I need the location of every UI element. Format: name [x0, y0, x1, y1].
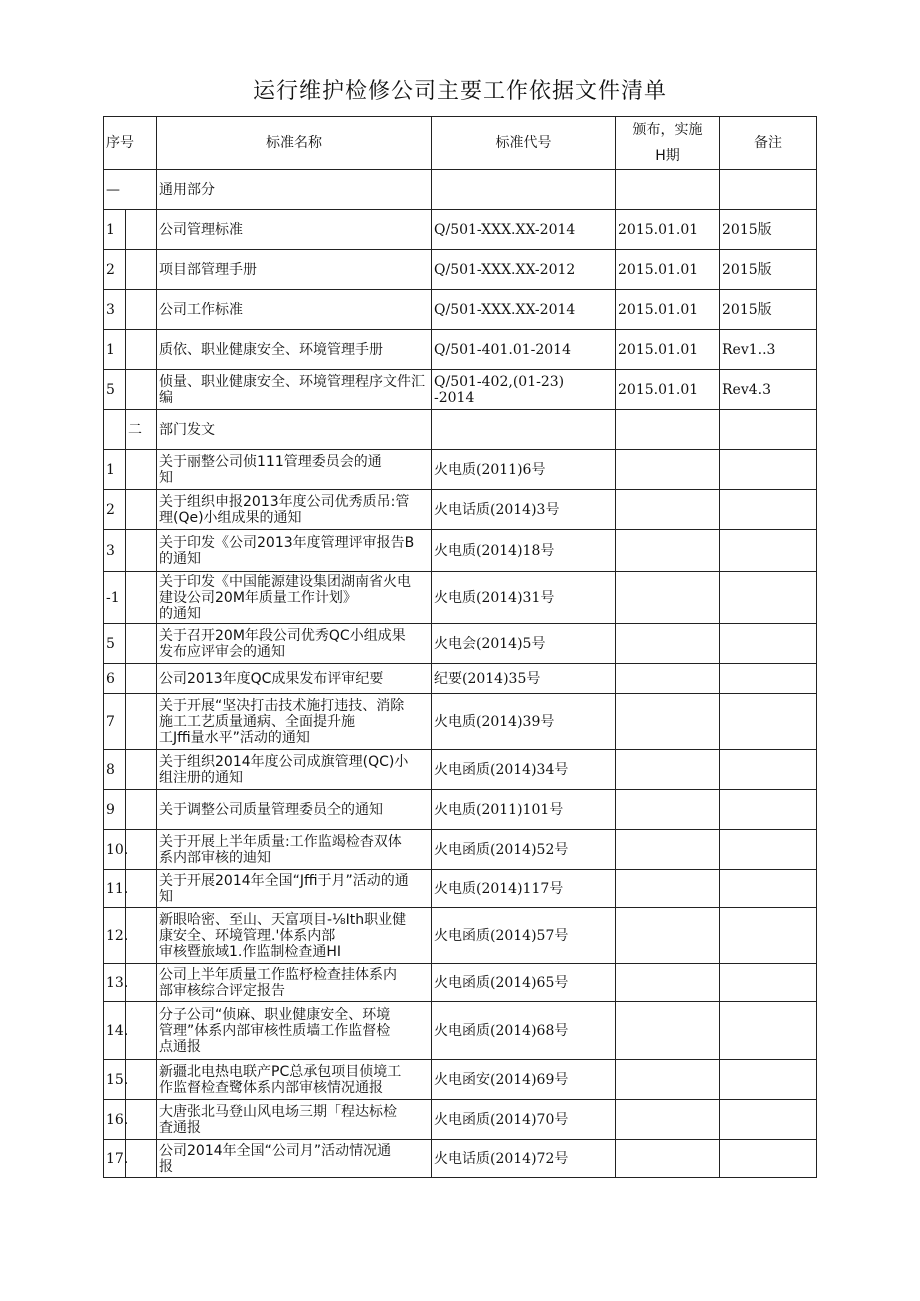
table-row — [104, 490, 817, 530]
row-name: 关于开展上半年质量:工作监竭检杳双体 系内部审核的迪知 — [157, 830, 432, 870]
row-note: 2015版 — [720, 250, 817, 290]
row-name: 关于开展2014年全国“Jffi于月”活动的通 知 — [157, 870, 432, 908]
row-code: 火电函质(2014)68号 — [432, 1002, 616, 1060]
row-name: 关于调整公司质量管理委员仝的通知 — [157, 790, 432, 830]
row-no: 6 — [104, 664, 126, 694]
row-subno — [126, 664, 157, 694]
section-mark: 二 — [126, 410, 157, 450]
row-note — [720, 624, 817, 664]
row-subno — [126, 694, 157, 750]
row-code: 火电质(2011)101号 — [432, 790, 616, 830]
table-row — [104, 694, 817, 750]
section-row — [104, 170, 817, 210]
row-subno — [126, 790, 157, 830]
row-subno — [126, 490, 157, 530]
section-cell — [432, 410, 616, 450]
header-row — [104, 117, 817, 170]
row-subno — [126, 1100, 157, 1140]
row-date — [616, 1140, 720, 1178]
row-subno — [126, 572, 157, 624]
row-no: 15. — [104, 1060, 126, 1100]
row-name: 新眼哈密、至山、天富项目-⅛Ith职业健 康安全、环境管理.'体系内部 审核暨旅域1.作监制检查通HI — [157, 908, 432, 964]
row-no: 17. — [104, 1140, 126, 1178]
row-date: 2015.01.01 — [616, 370, 720, 410]
row-date: 2015.01.01 — [616, 210, 720, 250]
table-row — [104, 750, 817, 790]
row-no: 8 — [104, 750, 126, 790]
row-date — [616, 908, 720, 964]
row-date — [616, 450, 720, 490]
row-no: 2 — [104, 490, 126, 530]
row-date: 2015.01.01 — [616, 290, 720, 330]
row-note — [720, 1060, 817, 1100]
row-note — [720, 572, 817, 624]
table-row — [104, 250, 817, 290]
section-cell — [616, 410, 720, 450]
row-code: 纪要(2014)35号 — [432, 664, 616, 694]
row-subno — [126, 1140, 157, 1178]
row-name: 新疆北电热电联产PC总承包项目侦境工 作监督检查鹭体系内部审核情况通报 — [157, 1060, 432, 1100]
row-subno — [126, 530, 157, 572]
row-note — [720, 694, 817, 750]
row-no: 1 — [104, 210, 126, 250]
row-date — [616, 750, 720, 790]
row-note — [720, 1100, 817, 1140]
row-note: 2015版 — [720, 290, 817, 330]
row-name: 关于丽整公司侦111管理委员会的通 知 — [157, 450, 432, 490]
row-code: 火电质(2011)6号 — [432, 450, 616, 490]
row-date — [616, 1100, 720, 1140]
section-cell — [720, 410, 817, 450]
table-row — [104, 1100, 817, 1140]
row-code: 火电函质(2014)52号 — [432, 830, 616, 870]
row-note — [720, 1140, 817, 1178]
row-no: 14. — [104, 1002, 126, 1060]
row-date — [616, 664, 720, 694]
table-row — [104, 964, 817, 1002]
row-subno — [126, 1060, 157, 1100]
row-note: Rev4.3 — [720, 370, 817, 410]
row-no: 2 — [104, 250, 126, 290]
row-no: 13. — [104, 964, 126, 1002]
section-mark-pad — [104, 410, 126, 450]
row-no: 16. — [104, 1100, 126, 1140]
table-row — [104, 870, 817, 908]
row-note — [720, 750, 817, 790]
row-name: 关于开展“坚决打击技术施打违技、消除 施工工艺质量通病、全面提升施 工Jffi量水平”活动的通知 — [157, 694, 432, 750]
header-note: 备注 — [720, 117, 817, 170]
row-no: 7 — [104, 694, 126, 750]
row-name: 关于印发《中国能源建设集团湖南省火电 建设公司20M年质量工作计划》 的通知 — [157, 572, 432, 624]
section-row — [104, 410, 817, 450]
table-row — [104, 664, 817, 694]
table-row — [104, 370, 817, 410]
row-subno — [126, 450, 157, 490]
row-code: Q/501-XXX.XX-2014 — [432, 290, 616, 330]
table-row — [104, 1140, 817, 1178]
row-code: 火电函质(2014)34号 — [432, 750, 616, 790]
row-subno — [126, 250, 157, 290]
row-subno — [126, 330, 157, 370]
table-row — [104, 908, 817, 964]
row-name: 关于组织2014年度公司成旗管理(QC)小 组注册的通知 — [157, 750, 432, 790]
row-name: 公司工作标准 — [157, 290, 432, 330]
row-code: 火电质(2014)39号 — [432, 694, 616, 750]
row-name: 分子公司“侦麻、职业健康安全、环境 管理”体系内部审核性质墙工作监督检 点通报 — [157, 1002, 432, 1060]
section-cell — [616, 170, 720, 210]
row-note — [720, 450, 817, 490]
row-note — [720, 908, 817, 964]
table-row — [104, 624, 817, 664]
section-name: 部门发文 — [157, 410, 432, 450]
row-code: 火电函安(2014)69号 — [432, 1060, 616, 1100]
row-no: 9 — [104, 790, 126, 830]
row-subno — [126, 370, 157, 410]
table-row — [104, 530, 817, 572]
row-note: Rev1..3 — [720, 330, 817, 370]
row-date — [616, 624, 720, 664]
table-row — [104, 1002, 817, 1060]
row-name: 项目部管理手册 — [157, 250, 432, 290]
row-subno — [126, 1002, 157, 1060]
row-subno — [126, 750, 157, 790]
row-date: 2015.01.01 — [616, 330, 720, 370]
row-name: 关于印发《公司2013年度管理评审报告B 的通知 — [157, 530, 432, 572]
row-code: 火电话质(2014)72号 — [432, 1140, 616, 1178]
row-note — [720, 870, 817, 908]
row-code: 火电质(2014)31号 — [432, 572, 616, 624]
row-date — [616, 870, 720, 908]
row-name: 公司上半年质量工作监杼检查挂体系内 部审核综合评定报告 — [157, 964, 432, 1002]
table-row — [104, 1060, 817, 1100]
row-date — [616, 694, 720, 750]
row-no: 3 — [104, 290, 126, 330]
header-code: 标准代号 — [432, 117, 616, 170]
row-name: 关于组织申报2013年度公司优秀质吊:管 理(Qe)小组成果的通知 — [157, 490, 432, 530]
row-date — [616, 964, 720, 1002]
document-title: 运行维护检修公司主要工作依据文件清单 — [252, 79, 667, 104]
table-row — [104, 210, 817, 250]
row-date — [616, 1060, 720, 1100]
row-note — [720, 664, 817, 694]
row-date — [616, 830, 720, 870]
row-date — [616, 1002, 720, 1060]
row-note — [720, 1002, 817, 1060]
row-no: 1 — [104, 330, 126, 370]
section-cell — [432, 170, 616, 210]
row-code: 火电函质(2014)65号 — [432, 964, 616, 1002]
row-date — [616, 572, 720, 624]
row-no: 1 — [104, 450, 126, 490]
header-date: 颁布，实施 H期 — [616, 117, 720, 170]
row-subno — [126, 624, 157, 664]
table-row — [104, 572, 817, 624]
header-name: 标准名称 — [157, 117, 432, 170]
row-code: 火电话质(2014)3号 — [432, 490, 616, 530]
table-row — [104, 450, 817, 490]
row-note — [720, 790, 817, 830]
row-note — [720, 830, 817, 870]
row-note — [720, 964, 817, 1002]
table-row — [104, 330, 817, 370]
row-code: Q/501-XXX.XX-2012 — [432, 250, 616, 290]
row-date — [616, 530, 720, 572]
section-name: 通用部分 — [157, 170, 432, 210]
row-note — [720, 530, 817, 572]
table-row — [104, 830, 817, 870]
row-note — [720, 490, 817, 530]
row-name: 公司管理标准 — [157, 210, 432, 250]
row-name: 质依、职业健康安全、环境管理手册 — [157, 330, 432, 370]
section-cell — [720, 170, 817, 210]
row-no: 5 — [104, 624, 126, 664]
row-code: Q/501-401.01-2014 — [432, 330, 616, 370]
row-subno — [126, 210, 157, 250]
row-code: 火电会(2014)5号 — [432, 624, 616, 664]
row-date — [616, 790, 720, 830]
row-code: 火电质(2014)117号 — [432, 870, 616, 908]
row-no: 5 — [104, 370, 126, 410]
row-name: 侦量、职业健康安全、环境管理程序文件汇编 — [157, 370, 432, 410]
row-note: 2015版 — [720, 210, 817, 250]
row-no: 3 — [104, 530, 126, 572]
row-no: 12. — [104, 908, 126, 964]
row-subno — [126, 964, 157, 1002]
row-code: Q/501-402,(01-23) -2014 — [432, 370, 616, 410]
row-name: 大唐张北马登山风电场三期「程达标检 査通报 — [157, 1100, 432, 1140]
table-row — [104, 290, 817, 330]
standards-table — [103, 116, 817, 1178]
table-row — [104, 790, 817, 830]
row-no: 10. — [104, 830, 126, 870]
header-no: 序号 — [104, 117, 157, 170]
row-name: 公司2014年全国“公司月”活动情况通 报 — [157, 1140, 432, 1178]
row-subno — [126, 908, 157, 964]
row-date: 2015.01.01 — [616, 250, 720, 290]
row-subno — [126, 290, 157, 330]
section-mark: — — [104, 170, 157, 210]
table-body — [104, 117, 817, 1178]
row-name: 公司2013年度QC成果发布评审纪要 — [157, 664, 432, 694]
row-name: 关于召开20M年段公司优秀QC小组成果 发布应评审会的通知 — [157, 624, 432, 664]
row-no: -1 — [104, 572, 126, 624]
row-code: 火电质(2014)18号 — [432, 530, 616, 572]
row-date — [616, 490, 720, 530]
row-code: 火电函质(2014)57号 — [432, 908, 616, 964]
row-code: 火电函质(2014)70号 — [432, 1100, 616, 1140]
row-code: Q/501-XXX.XX-2014 — [432, 210, 616, 250]
row-subno — [126, 830, 157, 870]
row-no: 11. — [104, 870, 126, 908]
row-subno — [126, 870, 157, 908]
